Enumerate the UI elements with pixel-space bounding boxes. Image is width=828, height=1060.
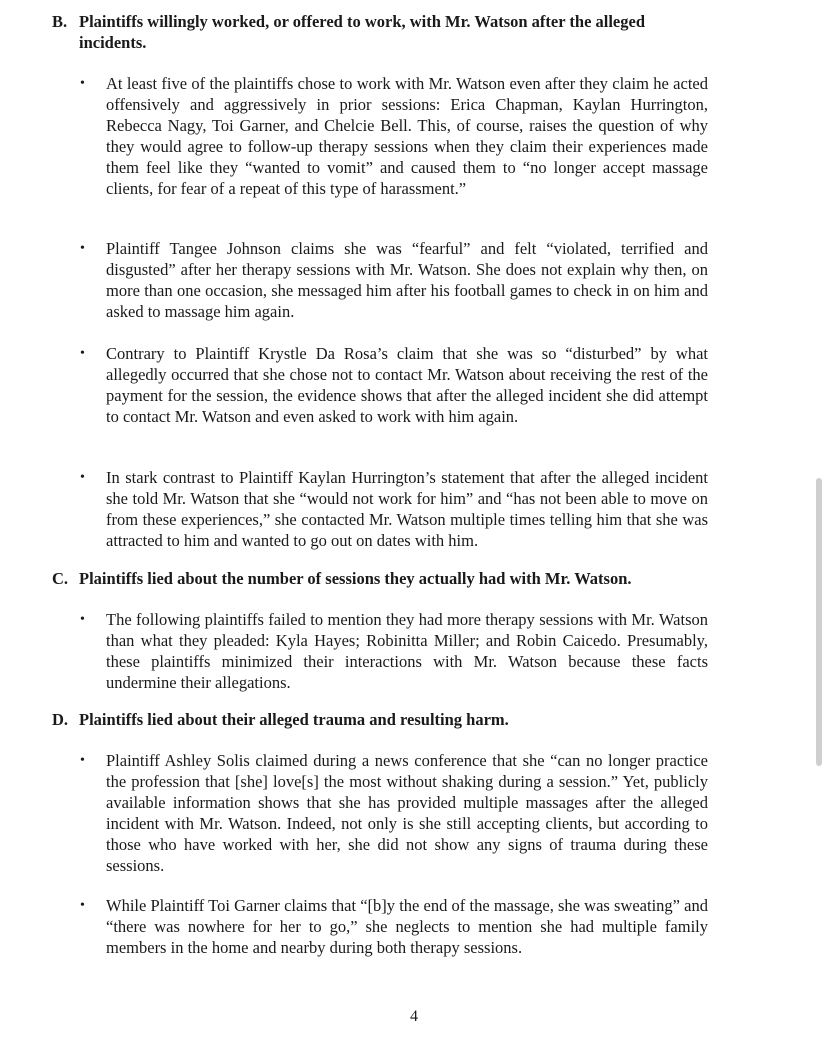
bullet-icon: • — [80, 346, 85, 361]
bullet-icon: • — [80, 76, 85, 91]
section-b-title-line2: incidents. — [79, 33, 147, 52]
bullet-text: Plaintiff Tangee Johnson claims she was “fearful” and felt “violated, terrified and disgusted” after her therapy sessions with Mr. Watson. She does not explain why then, on more than one occasion, she messaged him after his football games to check in on him and asked to massage him again. — [106, 239, 708, 321]
bullet-text: In stark contrast to Plaintiff Kaylan Hurrington’s statement that after the alleged incident she told Mr. Watson that she “would not work for him” and “has not been able to move on from these experiences,” she contacted Mr. Watson multiple times telling him that she was attracted to him and wanted to go out on dates with him. — [106, 468, 708, 550]
bullet-text: The following plaintiffs failed to mention they had more therapy sessions with Mr. Watson than what they pleaded: Kyla Hayes; Robinitta Miller; and Robin Caicedo. Presumably, these plaintiffs minimized their interactions with Mr. Watson because these facts undermine their allegations. — [106, 610, 708, 692]
section-c-heading — [52, 568, 768, 589]
section-b-bullet-4 — [80, 467, 708, 551]
section-b-bullet-1 — [80, 73, 708, 199]
section-d-bullet-2 — [80, 895, 708, 958]
section-d-bullet-1 — [80, 750, 708, 876]
bullet-icon: • — [80, 470, 85, 485]
section-c-letter: C. — [52, 569, 69, 588]
section-b-bullet-3 — [80, 343, 708, 427]
section-d-letter: D. — [52, 710, 69, 729]
bullet-icon: • — [80, 241, 85, 256]
page-number: 4 — [410, 1008, 418, 1025]
section-c-title: Plaintiffs lied about the number of sessions they actually had with Mr. Watson. — [79, 569, 632, 588]
section-b-title-line1: Plaintiffs willingly worked, or offered to work, with Mr. Watson after the alleged — [79, 12, 646, 31]
bullet-text: While Plaintiff Toi Garner claims that “[b]y the end of the massage, she was sweating” and “there was nowhere for her to go,” she neglects to mention she had multiple family members in the home and nearby during both therapy sessions. — [106, 896, 708, 957]
bullet-text: Contrary to Plaintiff Krystle Da Rosa’s claim that she was so “disturbed” by what allegedly occurred that she chose not to contact Mr. Watson about receiving the rest of the payment for the session, the evidence shows that after the alleged incident she did attempt to contact Mr. Watson and even asked to work with him again. — [106, 344, 708, 426]
bullet-icon: • — [80, 898, 85, 913]
section-c-bullet-1 — [80, 609, 708, 693]
section-b-letter: B. — [52, 12, 68, 31]
bullet-icon: • — [80, 612, 85, 627]
bullet-icon: • — [80, 753, 85, 768]
bullet-text: Plaintiff Ashley Solis claimed during a news conference that she “can no longer practice the profession that [she] love[s] the most without shaking during a session.” Yet, publicly available information shows that she has provided multiple massages after the alleged incident with Mr. Watson. Indeed, not only is she still accepting clients, but according to those who have worked with her, she did not show any signs of trauma during these sessions. — [106, 751, 708, 875]
section-b-heading — [52, 11, 768, 53]
section-d-heading — [52, 709, 768, 730]
section-b-bullet-2 — [80, 238, 708, 322]
vertical-scrollbar[interactable] — [816, 478, 822, 766]
section-d-title: Plaintiffs lied about their alleged trauma and resulting harm. — [79, 710, 509, 729]
bullet-text: At least five of the plaintiffs chose to work with Mr. Watson even after they claim he acted offensively and aggressively in prior sessions: Erica Chapman, Kaylan Hurrington, Rebecca Nagy, Toi Garner, and Chelcie Bell. This, of course, raises the question of why they would agree to follow-up therapy sessions when they claim their experiences made them feel like they “wanted to vomit” and caused them to “no longer accept massage clients, for fear of a repeat of this type of harassment.” — [106, 74, 708, 198]
